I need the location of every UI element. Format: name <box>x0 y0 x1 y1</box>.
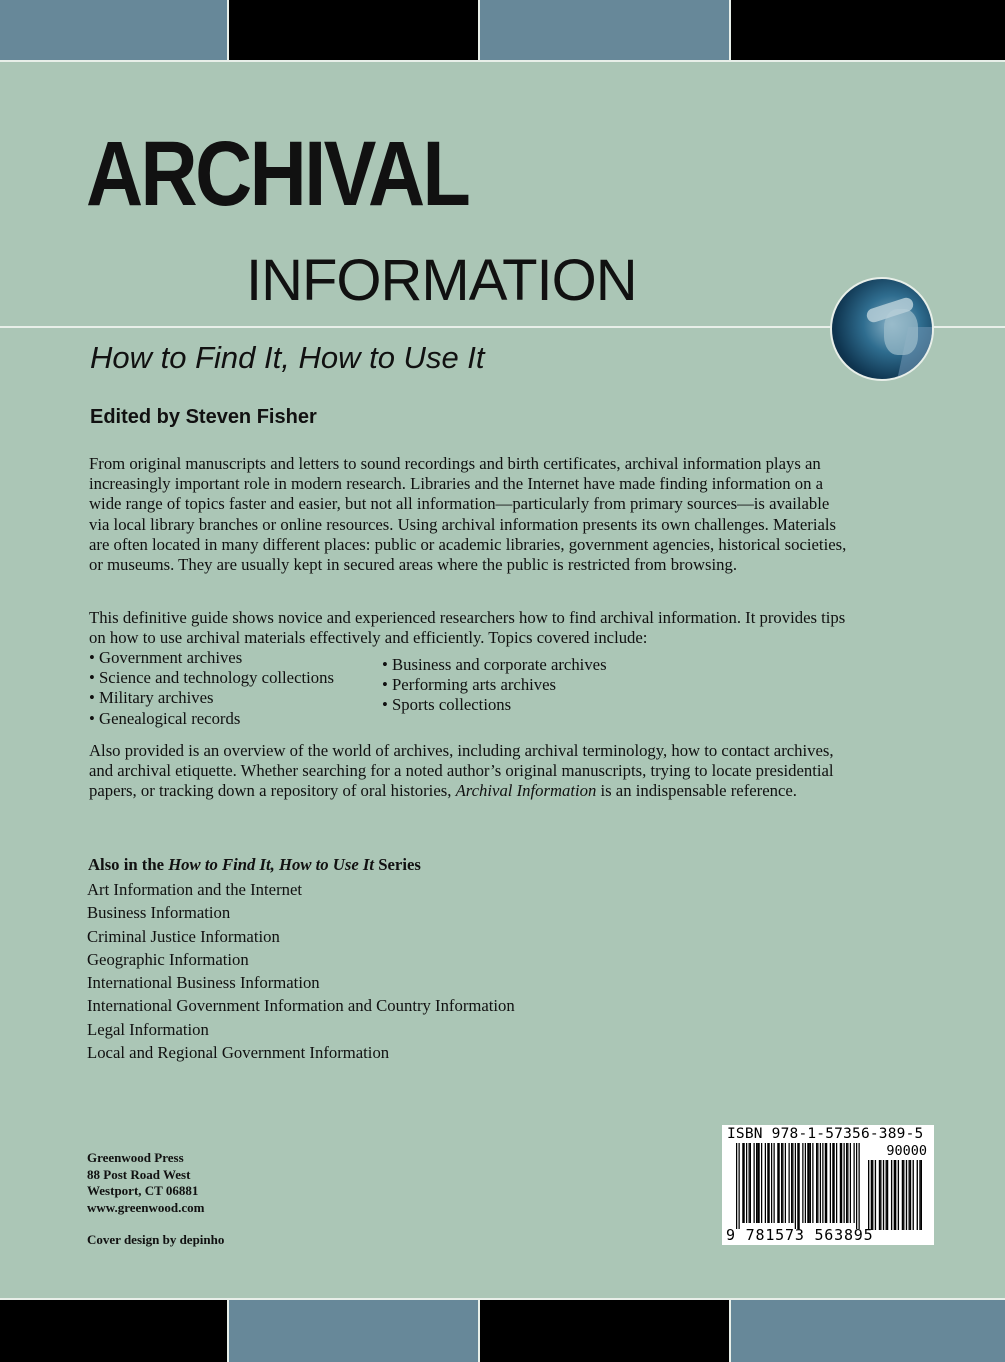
editor-credit: Edited by Steven Fisher <box>90 406 317 428</box>
book-subtitle: INFORMATION <box>246 248 637 313</box>
series-title: Local and Regional Government Information <box>87 1043 390 1063</box>
top-color-band <box>0 0 1005 62</box>
topics-list-left <box>89 648 334 729</box>
series-heading-suffix: Series <box>374 855 421 874</box>
series-title: International Government Information and Country Information <box>87 996 515 1016</box>
isbn-barcode <box>722 1125 934 1245</box>
topic-item: • Government archives <box>89 648 243 667</box>
series-title: Art Information and the Internet <box>87 880 303 899</box>
band-segment <box>0 0 229 60</box>
topic-item: • Military archives <box>89 688 214 708</box>
bottom-color-band <box>0 1298 1005 1362</box>
series-title: Business Information <box>87 903 231 923</box>
hand-photo-circle <box>830 277 934 381</box>
topic-item: • Business and corporate archives <box>382 655 607 674</box>
series-tagline: How to Find It, How to Use It <box>90 340 485 375</box>
topic-item: • Performing arts archives <box>382 675 557 695</box>
series-title: Legal Information <box>87 1019 209 1039</box>
publisher-name: Greenwood Press <box>87 1150 184 1165</box>
publisher-website: www.greenwood.com <box>87 1199 205 1215</box>
paragraph-3-end: is an indispensable reference. <box>596 781 797 801</box>
book-title: ARCHIVAL <box>86 123 469 225</box>
series-heading-prefix: Also in the <box>88 855 169 874</box>
series-heading-title: How to Find It, How to Use It <box>168 855 375 874</box>
band-segment <box>731 1300 1005 1362</box>
topic-item: • Genealogical records <box>89 708 241 728</box>
series-heading <box>88 855 421 875</box>
topic-item: • Science and technology collections <box>89 668 334 688</box>
band-segment <box>0 1300 229 1362</box>
cover-design-credit: Cover design by depinho <box>87 1232 225 1247</box>
publisher-city: Westport, CT 06881 <box>87 1183 199 1198</box>
description-paragraph-3 <box>89 741 849 802</box>
price-code: 90000 <box>886 1143 927 1159</box>
topic-item: • Sports collections <box>382 695 512 715</box>
paragraph-3-start: Also provided is an overview of the world of archives, including archival terminology, how to contact archives, and archival etiquette. Whether searching for a noted author’s original manuscripts, trying to locate presidential papers, or tracking down a repository of oral histories, <box>89 741 834 801</box>
band-segment <box>731 0 1005 60</box>
description-paragraph-2: This definitive guide shows novice and experienced researchers how to find archival information. It provides tips on how to use archival materials effectively and efficiently. Topics covered include: <box>89 608 846 648</box>
ean-digits: 9 781573 563895 <box>726 1226 874 1244</box>
isbn-label: ISBN 978-1-57356-389-5 <box>727 1126 924 1142</box>
band-segment <box>480 0 731 60</box>
series-titles-list <box>87 878 515 1064</box>
band-segment <box>480 1300 731 1362</box>
band-segment <box>229 0 480 60</box>
publisher-address <box>87 1150 204 1216</box>
publisher-street: 88 Post Road West <box>87 1166 191 1182</box>
description-paragraph-1: From original manuscripts and letters to sound recordings and birth certificates, archival information plays an increasingly important role in modern research. Libraries and the Internet have made finding information on a wide range of topics faster and easier, but not all information—particularly from primary sources—is available via local library branches or online resources. Using archival information presents its own challenges. Materials are often located in many different places: public or academic libraries, government agencies, historical societies, or museums. They are usually kept in secured areas where the public is restricted from browsing. <box>89 454 847 575</box>
topics-list-right <box>382 655 607 716</box>
series-title: Geographic Information <box>87 949 249 969</box>
band-segment <box>229 1300 480 1362</box>
series-title: International Business Information <box>87 973 320 993</box>
paragraph-3-book-title: Archival Information <box>455 781 597 801</box>
series-title: Criminal Justice Information <box>87 926 280 946</box>
